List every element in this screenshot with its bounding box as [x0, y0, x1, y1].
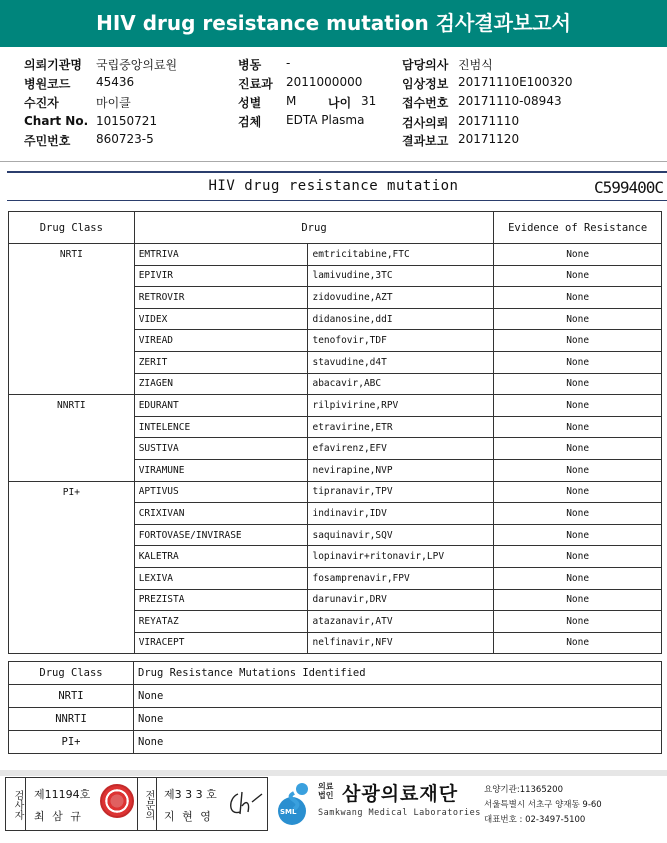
brand-name-cell: SUSTIVA	[134, 438, 308, 460]
label-specimen: 검체	[238, 115, 262, 129]
specialist-name: 지 현 영	[164, 810, 213, 823]
header-drug-class: Drug Class	[9, 662, 134, 685]
role-specialist: 전문의	[137, 778, 157, 830]
evidence-cell: None	[494, 265, 662, 287]
examiner-name: 최 삼 규	[34, 810, 83, 823]
brand-name-cell: INTELENCE	[134, 416, 308, 438]
evidence-cell: None	[494, 481, 662, 503]
specialist-reg-no: 제3 3 3 호	[164, 788, 217, 801]
section-title: HIV drug resistance mutation	[208, 178, 459, 194]
sml-logo-icon	[272, 779, 314, 827]
generic-name-cell: zidovudine,AZT	[308, 287, 494, 309]
drug-class-cell: NNRTI	[9, 708, 134, 731]
evidence-cell: None	[494, 244, 662, 266]
examiner-reg-no: 제11194호	[34, 788, 91, 801]
label-ward: 병동	[238, 58, 262, 72]
evidence-cell: None	[494, 611, 662, 633]
brand-name-cell: VIREAD	[134, 330, 308, 352]
generic-name-cell: nevirapine,NVP	[308, 459, 494, 481]
mutation-cell: None	[134, 731, 662, 754]
evidence-cell: None	[494, 330, 662, 352]
label-age: 나이	[328, 96, 352, 110]
evidence-cell: None	[494, 503, 662, 525]
brand-name-cell: PREZISTA	[134, 589, 308, 611]
value-chart-no: 10150721	[96, 114, 158, 128]
value-patient-name: 마이클	[96, 96, 131, 110]
value-specimen: EDTA Plasma	[286, 113, 365, 127]
evidence-cell: None	[494, 524, 662, 546]
label-patient-name: 수진자	[24, 96, 59, 110]
label-clinical-info: 임상정보	[402, 77, 449, 91]
generic-name-cell: atazanavir,ATV	[308, 611, 494, 633]
divider	[0, 161, 667, 162]
label-test-request: 검사의뢰	[402, 116, 449, 130]
evidence-cell: None	[494, 351, 662, 373]
label-sex: 성별	[238, 96, 262, 110]
drug-class-cell: NNRTI	[9, 395, 135, 481]
drug-class-cell: NRTI	[9, 244, 135, 395]
seal-stamp-icon	[100, 784, 134, 818]
value-department: 2011000000	[286, 75, 363, 89]
value-sex: M	[286, 94, 297, 108]
generic-name-cell: tenofovir,TDF	[308, 330, 494, 352]
report-title: HIV drug resistance mutation 검사결과보고서	[0, 0, 667, 47]
table-row	[9, 481, 662, 503]
care-institution-no: 요양기관:11365200	[484, 785, 563, 795]
value-receipt-no: 20171110-08943	[458, 94, 562, 108]
generic-name-cell: efavirenz,EFV	[308, 438, 494, 460]
mutation-cell: None	[134, 685, 662, 708]
evidence-cell: None	[494, 395, 662, 417]
brand-name-cell: VIDEX	[134, 308, 308, 330]
drug-class-cell: NRTI	[9, 685, 134, 708]
drug-class-cell: PI+	[9, 481, 135, 654]
value-hospital-code: 45436	[96, 75, 135, 89]
header-evidence: Evidence of Resistance	[494, 212, 662, 244]
brand-name-cell: APTIVUS	[134, 481, 308, 503]
table-row	[9, 708, 662, 731]
brand-name-cell: VIRACEPT	[134, 632, 308, 654]
brand-name-cell: ZIAGEN	[134, 373, 308, 395]
evidence-cell: None	[494, 287, 662, 309]
brand-name-cell: EMTRIVA	[134, 244, 308, 266]
test-code: C599400C	[593, 178, 663, 197]
generic-name-cell: emtricitabine,FTC	[308, 244, 494, 266]
brand-name-cell: ZERIT	[134, 351, 308, 373]
evidence-cell: None	[494, 459, 662, 481]
section-top-rule	[7, 171, 667, 173]
label-department: 진료과	[238, 77, 273, 91]
evidence-cell: None	[494, 632, 662, 654]
header-mutations: Drug Resistance Mutations Identified	[134, 662, 662, 685]
value-resident-no: 860723-5	[96, 132, 154, 146]
mutations-table	[8, 661, 662, 754]
brand-name-cell: LEXIVA	[134, 567, 308, 589]
signature-box	[5, 777, 268, 831]
generic-name-cell: lamivudine,3TC	[308, 265, 494, 287]
value-result-report: 20171120	[458, 132, 520, 146]
label-resident-no: 주민번호	[24, 134, 71, 148]
header-drug: Drug	[134, 212, 494, 244]
logo-text: SML	[280, 808, 297, 816]
section-bottom-rule	[7, 200, 667, 201]
label-result-report: 결과보고	[402, 134, 449, 148]
evidence-cell: None	[494, 438, 662, 460]
drug-class-cell: PI+	[9, 731, 134, 754]
table-row	[9, 685, 662, 708]
brand-name-cell: KALETRA	[134, 546, 308, 568]
drug-resistance-table	[8, 211, 662, 654]
value-requesting-institution: 국립중앙의료원	[96, 58, 178, 72]
generic-name-cell: nelfinavir,NFV	[308, 632, 494, 654]
generic-name-cell: tipranavir,TPV	[308, 481, 494, 503]
brand-name-cell: EDURANT	[134, 395, 308, 417]
patient-info	[0, 54, 667, 154]
label-chart-no: Chart No.	[24, 114, 89, 128]
signature-icon	[226, 788, 264, 820]
role-examiner: 검사자	[6, 778, 26, 830]
footer-divider	[0, 770, 667, 776]
value-doctor: 진범식	[458, 58, 493, 72]
generic-name-cell: saquinavir,SQV	[308, 524, 494, 546]
phone: 대표번호 : 02-3497-5100	[484, 815, 586, 825]
evidence-cell: None	[494, 567, 662, 589]
generic-name-cell: etravirine,ETR	[308, 416, 494, 438]
evidence-cell: None	[494, 373, 662, 395]
brand-name-cell: CRIXIVAN	[134, 503, 308, 525]
label-receipt-no: 접수번호	[402, 96, 449, 110]
brand-name-cell: RETROVIR	[134, 287, 308, 309]
generic-name-cell: indinavir,IDV	[308, 503, 494, 525]
value-clinical-info: 20171110E100320	[458, 75, 573, 89]
address: 서울특별시 서초구 양재동 9-60	[484, 800, 602, 810]
label-requesting-institution: 의뢰기관명	[24, 58, 82, 72]
value-age: 31	[361, 94, 377, 108]
header-drug-class: Drug Class	[9, 212, 135, 244]
mutation-cell: None	[134, 708, 662, 731]
org-prefix: 의료법인	[318, 782, 334, 800]
label-hospital-code: 병원코드	[24, 77, 71, 91]
generic-name-cell: rilpivirine,RPV	[308, 395, 494, 417]
table-row	[9, 395, 662, 417]
generic-name-cell: abacavir,ABC	[308, 373, 494, 395]
brand-name-cell: FORTOVASE/INVIRASE	[134, 524, 308, 546]
table-row	[9, 731, 662, 754]
brand-name-cell: EPIVIR	[134, 265, 308, 287]
generic-name-cell: lopinavir+ritonavir,LPV	[308, 546, 494, 568]
evidence-cell: None	[494, 546, 662, 568]
evidence-cell: None	[494, 416, 662, 438]
evidence-cell: None	[494, 589, 662, 611]
org-english-name: Samkwang Medical Laboratories	[318, 808, 481, 818]
organization-block	[272, 777, 667, 831]
generic-name-cell: didanosine,ddI	[308, 308, 494, 330]
generic-name-cell: stavudine,d4T	[308, 351, 494, 373]
value-test-request: 20171110	[458, 114, 520, 128]
generic-name-cell: fosamprenavir,FPV	[308, 567, 494, 589]
value-ward: -	[286, 56, 291, 70]
table-row	[9, 244, 662, 266]
label-doctor: 담당의사	[402, 58, 449, 72]
generic-name-cell: darunavir,DRV	[308, 589, 494, 611]
brand-name-cell: VIRAMUNE	[134, 459, 308, 481]
org-name: 삼광의료재단	[342, 783, 459, 805]
evidence-cell: None	[494, 308, 662, 330]
brand-name-cell: REYATAZ	[134, 611, 308, 633]
